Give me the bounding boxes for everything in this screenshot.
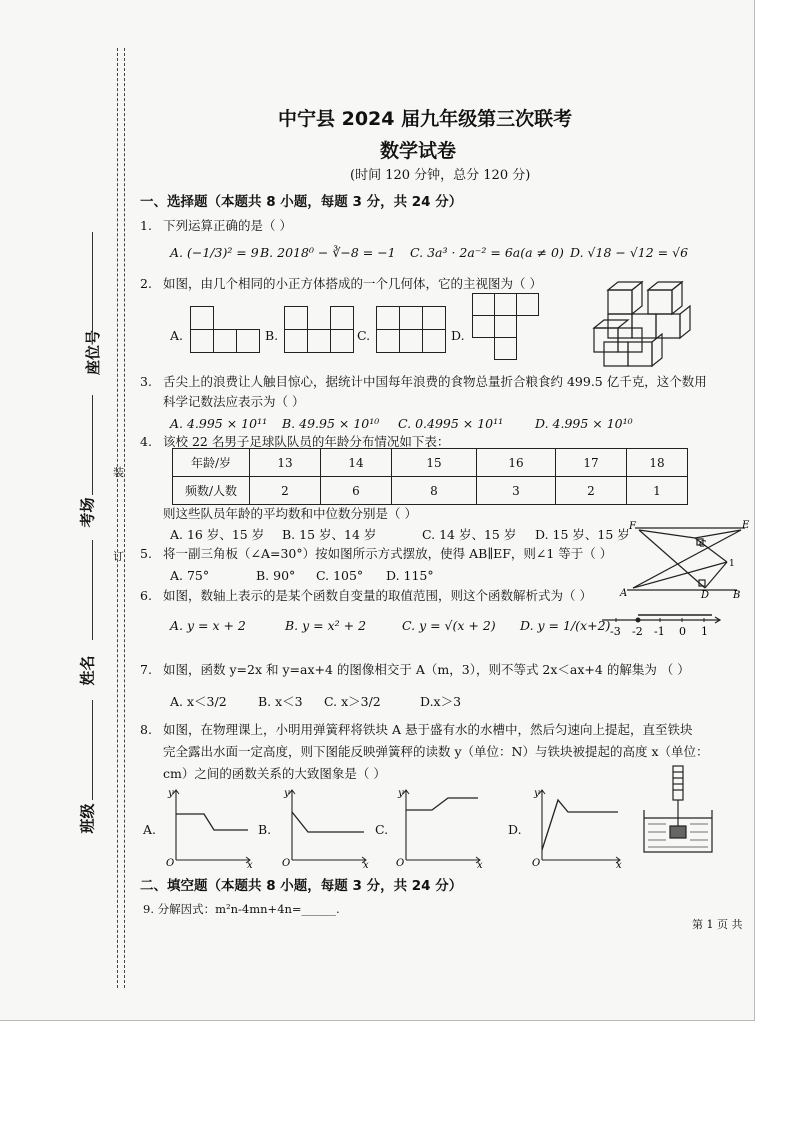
q8b-origin: O [282, 858, 291, 868]
q1-option-a: A. (−1/3)² = 9 [170, 245, 259, 260]
q3-option-b: B. 49.95 × 10¹⁰ [282, 416, 380, 431]
q6-tick-minus2: -2 [632, 625, 643, 638]
q4-option-b: B. 15 岁、14 岁 [282, 527, 377, 542]
table-cell: 17 [556, 449, 627, 477]
q4-option-c: C. 14 岁、15 岁 [422, 527, 517, 542]
q8b-x-label: x [363, 860, 369, 868]
q5-label-e: E [742, 520, 750, 531]
q6-stem: 如图，数轴上表示的是某个函数自变量的取值范围，则这个函数解析式为（ ） [163, 588, 592, 603]
q3-stem: 舌尖上的浪费让人触目惊心，据统计中国每年浪费的食物总量折合粮食约 499.5 亿千克，这个数用 [163, 374, 707, 389]
table-cell: 2 [250, 477, 321, 505]
q5-label-f: F [629, 521, 636, 532]
q8a-y-label: y [168, 788, 174, 799]
q4-age-table [172, 448, 688, 505]
q5-label-1: 1 [729, 559, 735, 569]
name-label: 姓名 [78, 655, 97, 686]
q8d-origin: O [532, 858, 541, 868]
q5-option-d: D. 115° [386, 568, 434, 583]
binding-mark-2: 订 [113, 550, 124, 563]
q4-stem: 该校 22 名男子足球队队员的年龄分布情况如下表： [163, 434, 450, 449]
q2-number: 2. [140, 276, 152, 291]
q3-option-a: A. 4.995 × 10¹¹ [170, 416, 268, 431]
q8-graph-c [392, 786, 484, 868]
q8-option-a: A. [143, 822, 157, 837]
q6-option-b: B. y = x² + 2 [285, 618, 367, 633]
q3-option-d: D. 4.995 × 10¹⁰ [535, 416, 633, 431]
binding-line-left [117, 48, 118, 988]
q8d-y-label: y [534, 788, 540, 799]
q2-option-d: D. [451, 328, 465, 343]
table-cell: 18 [627, 449, 688, 477]
q8-option-b: B. [258, 822, 272, 837]
binding-mark-1: 装 [113, 466, 124, 479]
q1-number: 1. [140, 218, 152, 233]
q1-option-b: B. 2018⁰ − ∛−8 = −1 [260, 245, 396, 260]
q1-stem: 下列运算正确的是（ ） [163, 218, 292, 233]
q7-option-c: C. x＞3/2 [324, 694, 381, 709]
q8c-y-label: y [398, 788, 404, 799]
q5-label-c: C [699, 540, 706, 550]
name-line [92, 700, 93, 800]
q8-spring-scale-figure [640, 762, 716, 856]
q2-stem: 如图，由几个相同的小正方体搭成的一个几何体，它的主视图为（ ） [163, 276, 542, 291]
q7-option-a: A. x＜3/2 [170, 694, 227, 709]
q3-option-c: C. 0.4995 × 10¹¹ [398, 416, 504, 431]
table-cell: 16 [477, 449, 556, 477]
q8a-x-label: x [247, 860, 253, 868]
table-cell: 13 [250, 449, 321, 477]
q2-option-b: B. [265, 328, 279, 343]
q8-option-d: D. [508, 822, 522, 837]
q8c-x-label: x [477, 860, 483, 868]
seat-line [92, 232, 93, 332]
exam-room-label: 考场 [78, 497, 97, 528]
q1-option-c: C. 3a³ · 2a⁻² = 6a(a ≠ 0) [410, 245, 564, 260]
q6-number-line [600, 608, 725, 638]
q7-option-d: D.x＞3 [420, 694, 462, 709]
table-row [173, 477, 688, 505]
exam-title: 中宁县 2024 届九年级第三次联考 [278, 108, 573, 130]
section2-heading: 二、填空题（本题共 8 小题，每题 3 分，共 24 分） [140, 878, 463, 894]
q9-text: 9. 分解因式：m²n-4mn+4n=______. [143, 902, 340, 916]
q5-option-a: A. 75° [170, 568, 210, 583]
table-row [173, 449, 688, 477]
q5-option-b: B. 90° [256, 568, 296, 583]
q6-tick-minus3: -3 [610, 625, 621, 638]
class-label: 班级 [78, 803, 97, 834]
binding-line-right [124, 48, 125, 988]
table-cell: 14 [321, 449, 392, 477]
q3-stem-2: 科学记数法应表示为（ ） [163, 394, 305, 409]
table-cell: 3 [477, 477, 556, 505]
q6-tick-1: 1 [701, 625, 708, 638]
table-cell: 2 [556, 477, 627, 505]
q6-number: 6. [140, 588, 152, 603]
section1-heading: 一、选择题（本题共 8 小题，每题 3 分，共 24 分） [140, 194, 463, 210]
time-info: (时间 120 分钟，总分 120 分) [350, 168, 531, 183]
table-header-cell: 频数/人数 [173, 477, 250, 505]
q6-option-d: D. y = 1/(x+2) [520, 618, 611, 633]
table-cell: 1 [627, 477, 688, 505]
q4-stem-2: 则这些队员年龄的平均数和中位数分别是（ ） [163, 506, 417, 521]
q4-option-d: D. 15 岁、15 岁 [535, 527, 630, 542]
q5-option-c: C. 105° [316, 568, 364, 583]
room-line-2 [92, 540, 93, 640]
q3-number: 3. [140, 374, 152, 389]
q7-number: 7. [140, 662, 152, 677]
q5-triangle-figure [615, 520, 750, 600]
q5-label-a: A [620, 588, 628, 599]
table-header-cell: 年龄/岁 [173, 449, 250, 477]
seat-label: 座位号 [84, 329, 103, 376]
q8-stem: 如图，在物理课上，小明用弹簧秤将铁块 A 悬于盛有水的水槽中，然后匀速向上提起，直至铁块 [163, 722, 693, 737]
q6-option-c: C. y = √(x + 2) [402, 618, 496, 633]
q8-graph-d [528, 786, 624, 868]
q7-option-b: B. x＜3 [258, 694, 303, 709]
q4-option-a: A. 16 岁、15 岁 [170, 527, 265, 542]
q7-stem: 如图，函数 y=2x 和 y=ax+4 的图像相交于 A（m，3），则不等式 2x＜ax+4 的解集为 （ ） [163, 662, 690, 677]
q8-graph-b [278, 786, 370, 868]
table-cell: 8 [392, 477, 477, 505]
q2-option-a: A. [170, 328, 184, 343]
q8a-origin: O [166, 858, 175, 868]
q2-option-c: C. [357, 328, 371, 343]
q1-option-d: D. √18 − √12 = √6 [570, 245, 689, 260]
q8c-origin: O [396, 858, 405, 868]
q8b-y-label: y [284, 788, 290, 799]
q5-stem: 将一副三角板（∠A=30°）按如图所示方式摆放，使得 AB∥EF，则∠1 等于（ ） [163, 546, 613, 561]
q5-label-d: D [701, 590, 710, 600]
q8-stem-3: cm）之间的函数关系的大致图象是（ ） [163, 766, 386, 781]
exam-subject: 数学试卷 [380, 140, 457, 162]
room-line [92, 395, 93, 495]
q5-label-b: B [733, 590, 741, 600]
q2-cube-stack-figure [590, 276, 705, 368]
q6-tick-0: 0 [679, 625, 686, 638]
q8-graph-a [162, 786, 254, 868]
table-cell: 15 [392, 449, 477, 477]
q8-option-c: C. [375, 822, 389, 837]
q8-number: 8. [140, 722, 152, 737]
q8d-x-label: x [616, 860, 622, 868]
q5-number: 5. [140, 546, 152, 561]
page-number: 第 1 页 共 [692, 918, 743, 931]
q6-tick-minus1: -1 [654, 625, 665, 638]
q8-stem-2: 完全露出水面一定高度，则下图能反映弹簧秤的读数 y（单位：N）与铁块被提起的高度 x（单位： [163, 744, 709, 759]
q6-option-a: A. y = x + 2 [170, 618, 246, 633]
table-cell: 6 [321, 477, 392, 505]
q4-number: 4. [140, 434, 152, 449]
